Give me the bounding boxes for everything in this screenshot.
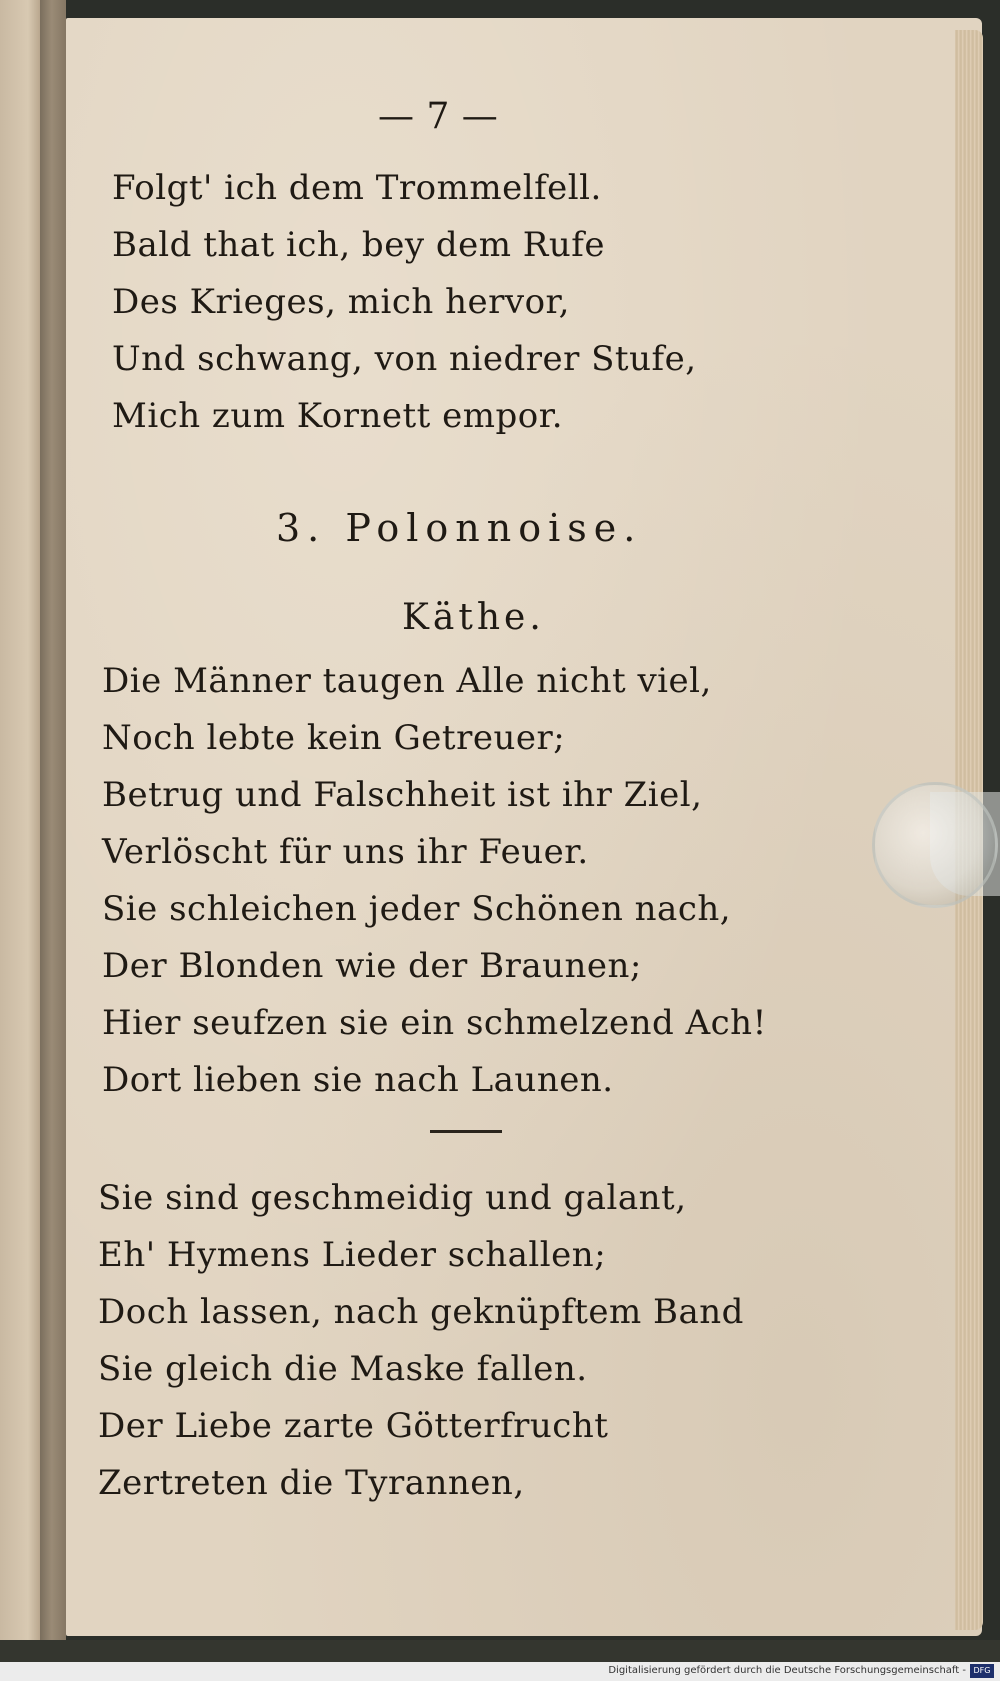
speaker-name: Käthe. xyxy=(402,597,545,638)
verse-line: Sie schleichen jeder Schönen nach, xyxy=(102,889,732,929)
verse-line: Betrug und Falschheit ist ihr Ziel, xyxy=(102,775,703,815)
scan-bottom-band xyxy=(0,1640,1000,1662)
verse-line: Zertreten die Tyrannen, xyxy=(98,1463,525,1503)
verse-line: Der Liebe zarte Götterfrucht xyxy=(98,1406,609,1446)
verse-line: Der Blonden wie der Braunen; xyxy=(102,946,642,986)
book-gutter xyxy=(40,0,66,1640)
verse-line: Doch lassen, nach geknüpftem Band xyxy=(98,1292,744,1332)
verse-line: Sie sind geschmeidig und galant, xyxy=(98,1178,687,1218)
verse-line: Die Männer taugen Alle nicht viel, xyxy=(102,661,712,701)
page-holder-clip xyxy=(872,782,998,908)
verse-line: Verlöscht für uns ihr Feuer. xyxy=(102,832,589,872)
verse-line: Sie gleich die Maske fallen. xyxy=(98,1349,588,1389)
footer-credit: Digitalisierung gefördert durch die Deutsche Forschungsgemeinschaft - xyxy=(608,1665,966,1676)
verse-line: Bald that ich, bey dem Rufe xyxy=(112,225,605,265)
verse-line: Noch lebte kein Getreuer; xyxy=(102,718,566,758)
dfg-logo: DFG xyxy=(970,1664,994,1678)
page-number: — 7 — xyxy=(378,96,499,137)
verse-line: Und schwang, von niedrer Stufe, xyxy=(112,339,697,379)
section-divider xyxy=(430,1130,502,1133)
section-heading: 3. Polonnoise. xyxy=(276,506,643,550)
verse-line: Eh' Hymens Lieder schallen; xyxy=(98,1235,607,1275)
verse-line: Des Krieges, mich hervor, xyxy=(112,282,570,322)
left-page-edge xyxy=(0,0,40,1640)
verse-line: Folgt' ich dem Trommelfell. xyxy=(112,168,602,208)
verse-line: Dort lieben sie nach Launen. xyxy=(102,1060,614,1100)
verse-line: Hier seufzen sie ein schmelzend Ach! xyxy=(102,1003,767,1043)
verse-line: Mich zum Kornett empor. xyxy=(112,396,564,436)
